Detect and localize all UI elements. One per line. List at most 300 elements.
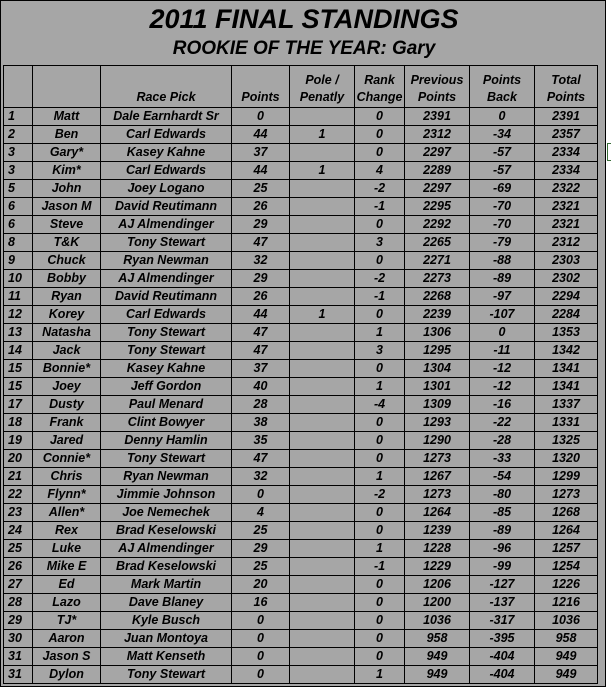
cell-previous-points: 2297 bbox=[405, 180, 470, 198]
cell-race-pick: Carl Edwards bbox=[101, 306, 232, 324]
cell-previous-points: 2239 bbox=[405, 306, 470, 324]
cell-points-back: -16 bbox=[470, 396, 535, 414]
cell-rank: 25 bbox=[4, 540, 33, 558]
cell-race-pick: Clint Bowyer bbox=[101, 414, 232, 432]
cell-total-points: 2322 bbox=[535, 180, 598, 198]
cell-points: 35 bbox=[232, 432, 290, 450]
cell-race-pick: David Reutimann bbox=[101, 198, 232, 216]
cell-rank-change: 0 bbox=[355, 306, 405, 324]
cell-pole-penalty: 1 bbox=[290, 126, 355, 144]
cell-rank: 14 bbox=[4, 342, 33, 360]
table-row bbox=[4, 450, 598, 468]
cell-total-points: 1331 bbox=[535, 414, 598, 432]
cell-pole-penalty bbox=[290, 252, 355, 270]
cell-rank-change: 0 bbox=[355, 252, 405, 270]
cell-rank-change: -4 bbox=[355, 396, 405, 414]
cell-pole-penalty bbox=[290, 396, 355, 414]
cell-rank: 21 bbox=[4, 468, 33, 486]
cell-rank-change: 0 bbox=[355, 522, 405, 540]
cell-rank-change: 0 bbox=[355, 504, 405, 522]
cell-pole-penalty bbox=[290, 504, 355, 522]
cell-previous-points: 1264 bbox=[405, 504, 470, 522]
cell-rank: 9 bbox=[4, 252, 33, 270]
cell-pole-penalty bbox=[290, 540, 355, 558]
table-body bbox=[4, 108, 598, 684]
cell-points: 20 bbox=[232, 576, 290, 594]
cell-player: Flynn* bbox=[33, 486, 101, 504]
table-row bbox=[4, 414, 598, 432]
cell-points: 16 bbox=[232, 594, 290, 612]
cell-rank-change: 1 bbox=[355, 468, 405, 486]
cell-rank: 20 bbox=[4, 450, 33, 468]
cell-race-pick: Jeff Gordon bbox=[101, 378, 232, 396]
cell-previous-points: 2297 bbox=[405, 144, 470, 162]
cell-total-points: 1264 bbox=[535, 522, 598, 540]
table-row bbox=[4, 198, 598, 216]
cell-previous-points: 1036 bbox=[405, 612, 470, 630]
cell-pole-penalty bbox=[290, 288, 355, 306]
cell-points-back: -70 bbox=[470, 198, 535, 216]
cell-rank-change: 3 bbox=[355, 234, 405, 252]
cell-total-points: 2294 bbox=[535, 288, 598, 306]
cell-total-points: 1299 bbox=[535, 468, 598, 486]
cell-points: 47 bbox=[232, 234, 290, 252]
cell-total-points: 2303 bbox=[535, 252, 598, 270]
table-row bbox=[4, 270, 598, 288]
cell-points: 32 bbox=[232, 468, 290, 486]
cell-points-back: -88 bbox=[470, 252, 535, 270]
cell-previous-points: 1295 bbox=[405, 342, 470, 360]
column-header-player bbox=[33, 66, 101, 108]
cell-points-back: -70 bbox=[470, 216, 535, 234]
cell-points-back: -54 bbox=[470, 468, 535, 486]
column-header-rank-change: Rank Change bbox=[355, 66, 405, 108]
cell-previous-points: 2273 bbox=[405, 270, 470, 288]
cell-player: Chris bbox=[33, 468, 101, 486]
cell-rank-change: -1 bbox=[355, 288, 405, 306]
table-row bbox=[4, 648, 598, 666]
cell-previous-points: 1229 bbox=[405, 558, 470, 576]
cell-pole-penalty bbox=[290, 144, 355, 162]
cell-total-points: 1341 bbox=[535, 360, 598, 378]
cell-pole-penalty bbox=[290, 270, 355, 288]
cell-previous-points: 1306 bbox=[405, 324, 470, 342]
cell-points: 40 bbox=[232, 378, 290, 396]
cell-pole-penalty bbox=[290, 630, 355, 648]
cell-points-back: -12 bbox=[470, 360, 535, 378]
cell-points: 29 bbox=[232, 216, 290, 234]
cell-player: Jason S bbox=[33, 648, 101, 666]
cell-player: Jason M bbox=[33, 198, 101, 216]
cell-race-pick: Mark Martin bbox=[101, 576, 232, 594]
column-header-previous-points: Previous Points bbox=[405, 66, 470, 108]
cell-total-points: 1337 bbox=[535, 396, 598, 414]
cell-points: 44 bbox=[232, 306, 290, 324]
cell-rank: 2 bbox=[4, 126, 33, 144]
cell-total-points: 958 bbox=[535, 630, 598, 648]
cell-pole-penalty bbox=[290, 558, 355, 576]
cell-pole-penalty bbox=[290, 522, 355, 540]
cell-points: 44 bbox=[232, 126, 290, 144]
cell-rank-change: 1 bbox=[355, 540, 405, 558]
cell-points-back: -12 bbox=[470, 378, 535, 396]
column-header-rank bbox=[4, 66, 33, 108]
cell-previous-points: 1301 bbox=[405, 378, 470, 396]
cell-points-back: -85 bbox=[470, 504, 535, 522]
cell-player: Matt bbox=[33, 108, 101, 126]
cell-pole-penalty bbox=[290, 576, 355, 594]
cell-points-back: -404 bbox=[470, 648, 535, 666]
cell-rank: 31 bbox=[4, 666, 33, 684]
cell-player: Luke bbox=[33, 540, 101, 558]
cell-points-back: -317 bbox=[470, 612, 535, 630]
cell-total-points: 2321 bbox=[535, 216, 598, 234]
cell-previous-points: 2289 bbox=[405, 162, 470, 180]
cell-rank-change: 1 bbox=[355, 666, 405, 684]
cell-rank: 24 bbox=[4, 522, 33, 540]
cell-rank-change: 4 bbox=[355, 162, 405, 180]
cell-pole-penalty bbox=[290, 342, 355, 360]
cell-pole-penalty bbox=[290, 468, 355, 486]
cell-rank-change: 0 bbox=[355, 576, 405, 594]
cell-rank: 3 bbox=[4, 162, 33, 180]
cell-points-back: 0 bbox=[470, 108, 535, 126]
cell-race-pick: Dale Earnhardt Sr bbox=[101, 108, 232, 126]
cell-rank-change: 1 bbox=[355, 324, 405, 342]
table-row bbox=[4, 666, 598, 684]
table-row bbox=[4, 630, 598, 648]
cell-race-pick: Paul Menard bbox=[101, 396, 232, 414]
cell-race-pick: Juan Montoya bbox=[101, 630, 232, 648]
cell-rank-change: 0 bbox=[355, 594, 405, 612]
cell-rank: 11 bbox=[4, 288, 33, 306]
table-row bbox=[4, 396, 598, 414]
cell-rank-change: 0 bbox=[355, 360, 405, 378]
cell-player: Jack bbox=[33, 342, 101, 360]
table-row bbox=[4, 468, 598, 486]
cell-race-pick: David Reutimann bbox=[101, 288, 232, 306]
selection-edge-marker bbox=[607, 143, 611, 161]
cell-player: Mike E bbox=[33, 558, 101, 576]
cell-points: 32 bbox=[232, 252, 290, 270]
cell-total-points: 2334 bbox=[535, 162, 598, 180]
cell-rank: 30 bbox=[4, 630, 33, 648]
cell-points: 0 bbox=[232, 666, 290, 684]
cell-total-points: 1320 bbox=[535, 450, 598, 468]
cell-rank: 5 bbox=[4, 180, 33, 198]
cell-rank: 18 bbox=[4, 414, 33, 432]
cell-points: 47 bbox=[232, 324, 290, 342]
cell-pole-penalty bbox=[290, 450, 355, 468]
cell-race-pick: Ryan Newman bbox=[101, 252, 232, 270]
cell-points: 25 bbox=[232, 180, 290, 198]
cell-points-back: -79 bbox=[470, 234, 535, 252]
cell-total-points: 949 bbox=[535, 648, 598, 666]
cell-points: 0 bbox=[232, 648, 290, 666]
cell-points-back: -34 bbox=[470, 126, 535, 144]
cell-previous-points: 1239 bbox=[405, 522, 470, 540]
cell-previous-points: 1290 bbox=[405, 432, 470, 450]
cell-points: 44 bbox=[232, 162, 290, 180]
cell-rank: 6 bbox=[4, 216, 33, 234]
cell-race-pick: Matt Kenseth bbox=[101, 648, 232, 666]
cell-pole-penalty bbox=[290, 486, 355, 504]
cell-total-points: 949 bbox=[535, 666, 598, 684]
cell-points-back: -89 bbox=[470, 270, 535, 288]
cell-player: Dusty bbox=[33, 396, 101, 414]
cell-points-back: -97 bbox=[470, 288, 535, 306]
cell-previous-points: 1206 bbox=[405, 576, 470, 594]
table-row bbox=[4, 252, 598, 270]
cell-points: 47 bbox=[232, 342, 290, 360]
cell-race-pick: Jimmie Johnson bbox=[101, 486, 232, 504]
cell-rank-change: 0 bbox=[355, 108, 405, 126]
cell-points-back: -107 bbox=[470, 306, 535, 324]
cell-points-back: -99 bbox=[470, 558, 535, 576]
cell-player: Chuck bbox=[33, 252, 101, 270]
cell-previous-points: 2292 bbox=[405, 216, 470, 234]
cell-pole-penalty bbox=[290, 180, 355, 198]
cell-pole-penalty bbox=[290, 360, 355, 378]
cell-rank: 15 bbox=[4, 360, 33, 378]
cell-race-pick: Joe Nemechek bbox=[101, 504, 232, 522]
table-row bbox=[4, 342, 598, 360]
cell-total-points: 2357 bbox=[535, 126, 598, 144]
cell-points-back: -69 bbox=[470, 180, 535, 198]
cell-pole-penalty bbox=[290, 612, 355, 630]
cell-player: Natasha bbox=[33, 324, 101, 342]
cell-rank: 22 bbox=[4, 486, 33, 504]
cell-total-points: 1273 bbox=[535, 486, 598, 504]
cell-rank-change: -2 bbox=[355, 270, 405, 288]
cell-points: 4 bbox=[232, 504, 290, 522]
table-row bbox=[4, 612, 598, 630]
cell-race-pick: Brad Keselowski bbox=[101, 558, 232, 576]
cell-total-points: 1257 bbox=[535, 540, 598, 558]
cell-points: 29 bbox=[232, 270, 290, 288]
cell-rank: 29 bbox=[4, 612, 33, 630]
cell-rank: 27 bbox=[4, 576, 33, 594]
cell-pole-penalty bbox=[290, 216, 355, 234]
cell-rank: 19 bbox=[4, 432, 33, 450]
cell-total-points: 1325 bbox=[535, 432, 598, 450]
table-row bbox=[4, 540, 598, 558]
cell-player: Connie* bbox=[33, 450, 101, 468]
table-row bbox=[4, 504, 598, 522]
cell-points-back: -80 bbox=[470, 486, 535, 504]
cell-player: Frank bbox=[33, 414, 101, 432]
cell-player: Ben bbox=[33, 126, 101, 144]
cell-pole-penalty bbox=[290, 432, 355, 450]
table-row bbox=[4, 378, 598, 396]
cell-total-points: 2334 bbox=[535, 144, 598, 162]
cell-race-pick: Tony Stewart bbox=[101, 666, 232, 684]
cell-player: Bonnie* bbox=[33, 360, 101, 378]
cell-points: 37 bbox=[232, 144, 290, 162]
cell-total-points: 1226 bbox=[535, 576, 598, 594]
cell-race-pick: Joey Logano bbox=[101, 180, 232, 198]
cell-pole-penalty bbox=[290, 414, 355, 432]
cell-player: Gary* bbox=[33, 144, 101, 162]
table-row bbox=[4, 486, 598, 504]
cell-race-pick: AJ Almendinger bbox=[101, 270, 232, 288]
cell-rank: 8 bbox=[4, 234, 33, 252]
cell-rank-change: 0 bbox=[355, 216, 405, 234]
column-header-points: Points bbox=[232, 66, 290, 108]
cell-rank: 15 bbox=[4, 378, 33, 396]
column-header-pole-penalty: Pole / Penatly bbox=[290, 66, 355, 108]
cell-pole-penalty bbox=[290, 648, 355, 666]
cell-previous-points: 2271 bbox=[405, 252, 470, 270]
cell-previous-points: 2268 bbox=[405, 288, 470, 306]
table-row bbox=[4, 558, 598, 576]
cell-pole-penalty bbox=[290, 378, 355, 396]
cell-player: Kim* bbox=[33, 162, 101, 180]
cell-rank-change: 3 bbox=[355, 342, 405, 360]
cell-points-back: 0 bbox=[470, 324, 535, 342]
cell-rank: 17 bbox=[4, 396, 33, 414]
cell-rank: 10 bbox=[4, 270, 33, 288]
table-row bbox=[4, 180, 598, 198]
cell-points-back: -33 bbox=[470, 450, 535, 468]
cell-player: Steve bbox=[33, 216, 101, 234]
cell-race-pick: AJ Almendinger bbox=[101, 216, 232, 234]
cell-player: Allen* bbox=[33, 504, 101, 522]
cell-race-pick: Tony Stewart bbox=[101, 342, 232, 360]
cell-rank-change: -1 bbox=[355, 198, 405, 216]
cell-rank-change: 0 bbox=[355, 450, 405, 468]
cell-points: 0 bbox=[232, 612, 290, 630]
cell-rank-change: -1 bbox=[355, 558, 405, 576]
cell-previous-points: 1304 bbox=[405, 360, 470, 378]
cell-previous-points: 1228 bbox=[405, 540, 470, 558]
table-row bbox=[4, 108, 598, 126]
cell-rank: 6 bbox=[4, 198, 33, 216]
cell-previous-points: 1267 bbox=[405, 468, 470, 486]
table-row bbox=[4, 162, 598, 180]
cell-race-pick: Brad Keselowski bbox=[101, 522, 232, 540]
cell-pole-penalty bbox=[290, 594, 355, 612]
cell-total-points: 1341 bbox=[535, 378, 598, 396]
page-subtitle: ROOKIE OF THE YEAR: Gary bbox=[172, 38, 436, 59]
cell-rank-change: 0 bbox=[355, 414, 405, 432]
cell-player: Dylon bbox=[33, 666, 101, 684]
cell-pole-penalty bbox=[290, 108, 355, 126]
cell-race-pick: Ryan Newman bbox=[101, 468, 232, 486]
table-row bbox=[4, 432, 598, 450]
cell-points: 47 bbox=[232, 450, 290, 468]
cell-previous-points: 1200 bbox=[405, 594, 470, 612]
cell-rank: 28 bbox=[4, 594, 33, 612]
cell-pole-penalty bbox=[290, 234, 355, 252]
cell-rank-change: -2 bbox=[355, 180, 405, 198]
cell-race-pick: Carl Edwards bbox=[101, 162, 232, 180]
header-row bbox=[4, 66, 598, 108]
cell-points: 25 bbox=[232, 558, 290, 576]
table-row bbox=[4, 324, 598, 342]
cell-race-pick: AJ Almendinger bbox=[101, 540, 232, 558]
cell-total-points: 1268 bbox=[535, 504, 598, 522]
cell-player: Rex bbox=[33, 522, 101, 540]
cell-points-back: -22 bbox=[470, 414, 535, 432]
table-row bbox=[4, 594, 598, 612]
table-row bbox=[4, 360, 598, 378]
cell-total-points: 1036 bbox=[535, 612, 598, 630]
cell-rank: 26 bbox=[4, 558, 33, 576]
cell-total-points: 2302 bbox=[535, 270, 598, 288]
cell-rank-change: 0 bbox=[355, 126, 405, 144]
cell-rank: 31 bbox=[4, 648, 33, 666]
cell-points: 26 bbox=[232, 288, 290, 306]
cell-previous-points: 1273 bbox=[405, 486, 470, 504]
table-row bbox=[4, 126, 598, 144]
standings-table bbox=[3, 65, 598, 684]
page-title: 2011 FINAL STANDINGS bbox=[149, 4, 459, 34]
cell-rank-change: 0 bbox=[355, 630, 405, 648]
cell-points: 29 bbox=[232, 540, 290, 558]
cell-previous-points: 1273 bbox=[405, 450, 470, 468]
table-row bbox=[4, 144, 598, 162]
cell-points-back: -395 bbox=[470, 630, 535, 648]
cell-previous-points: 2391 bbox=[405, 108, 470, 126]
cell-points: 37 bbox=[232, 360, 290, 378]
cell-total-points: 2312 bbox=[535, 234, 598, 252]
cell-player: Aaron bbox=[33, 630, 101, 648]
cell-points: 0 bbox=[232, 486, 290, 504]
cell-points-back: -28 bbox=[470, 432, 535, 450]
cell-player: Ed bbox=[33, 576, 101, 594]
cell-player: John bbox=[33, 180, 101, 198]
cell-race-pick: Tony Stewart bbox=[101, 324, 232, 342]
cell-rank-change: 0 bbox=[355, 648, 405, 666]
cell-total-points: 1342 bbox=[535, 342, 598, 360]
column-header-race-pick: Race Pick bbox=[101, 66, 232, 108]
cell-race-pick: Kasey Kahne bbox=[101, 144, 232, 162]
cell-points-back: -137 bbox=[470, 594, 535, 612]
cell-total-points: 2284 bbox=[535, 306, 598, 324]
cell-previous-points: 2312 bbox=[405, 126, 470, 144]
table-row bbox=[4, 576, 598, 594]
column-header-total-points: Total Points bbox=[535, 66, 598, 108]
cell-race-pick: Kasey Kahne bbox=[101, 360, 232, 378]
cell-previous-points: 1309 bbox=[405, 396, 470, 414]
cell-race-pick: Tony Stewart bbox=[101, 450, 232, 468]
cell-rank: 1 bbox=[4, 108, 33, 126]
cell-previous-points: 1293 bbox=[405, 414, 470, 432]
cell-points-back: -127 bbox=[470, 576, 535, 594]
cell-points: 0 bbox=[232, 630, 290, 648]
cell-player: Ryan bbox=[33, 288, 101, 306]
cell-total-points: 1216 bbox=[535, 594, 598, 612]
cell-rank: 3 bbox=[4, 144, 33, 162]
cell-previous-points: 2265 bbox=[405, 234, 470, 252]
cell-pole-penalty bbox=[290, 324, 355, 342]
cell-race-pick: Carl Edwards bbox=[101, 126, 232, 144]
cell-player: TJ* bbox=[33, 612, 101, 630]
cell-previous-points: 958 bbox=[405, 630, 470, 648]
cell-rank: 23 bbox=[4, 504, 33, 522]
cell-rank-change: 0 bbox=[355, 612, 405, 630]
cell-race-pick: Kyle Busch bbox=[101, 612, 232, 630]
cell-race-pick: Dave Blaney bbox=[101, 594, 232, 612]
cell-rank-change: 0 bbox=[355, 144, 405, 162]
cell-rank-change: 0 bbox=[355, 432, 405, 450]
cell-race-pick: Denny Hamlin bbox=[101, 432, 232, 450]
cell-race-pick: Tony Stewart bbox=[101, 234, 232, 252]
cell-player: Korey bbox=[33, 306, 101, 324]
cell-player: T&K bbox=[33, 234, 101, 252]
cell-pole-penalty: 1 bbox=[290, 306, 355, 324]
